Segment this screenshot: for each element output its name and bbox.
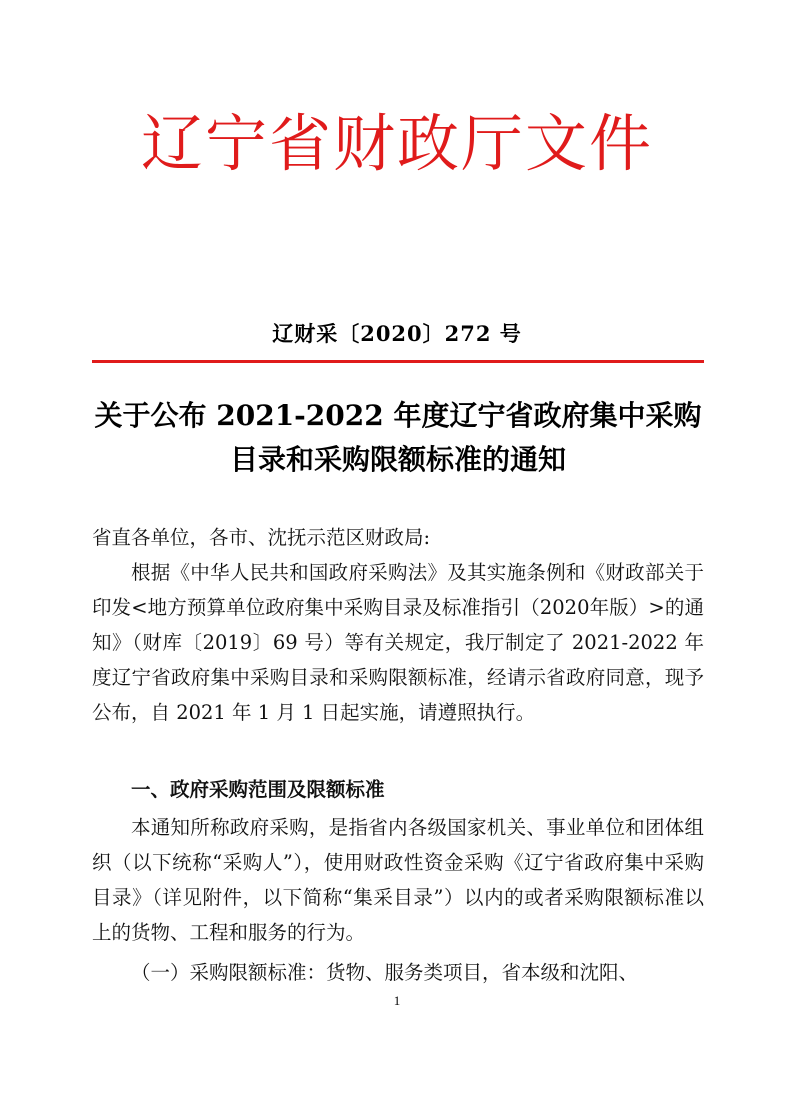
page-number: 1: [393, 993, 401, 1008]
red-divider: [92, 360, 704, 363]
notice-title-line2: 目录和采购限额标准的通知: [229, 443, 566, 476]
notice-title-line1: 关于公布 2021-2022 年度辽宁省政府集中采购: [94, 399, 702, 432]
paragraph-2: 本通知所称政府采购，是指省内各级国家机关、事业单位和团体组织（以下统称“采购人”），使用财政性资金采购《辽宁省政府集中采购目录》（详见附件，以下简称“集采目录”）以内的或者采购限额标准以上的货物、工程和服务的行为。: [92, 816, 704, 944]
issuer-title: 辽宁省财政厅文件: [140, 107, 653, 180]
section-heading-1: 一、政府采购范围及限额标准: [131, 778, 385, 801]
paragraph-3: （一）采购限额标准：货物、服务类项目，省本级和沈阳、: [131, 961, 639, 984]
paragraph-1: 根据《中华人民共和国政府采购法》及其实施条例和《财政部关于印发<地方预算单位政府集中采购目录及标准指引（2020年版）>的通知》（财库〔2019〕69 号）等有关规定，我厅制定了 2021-2022 年度辽宁省政府集中采购目录和采购限额标准，经请示省政府同意，现予公布，自 2021 年 1 月 1 日起实施，请遵照执行。: [92, 561, 704, 724]
notice-title: [92, 394, 704, 482]
salutation: 省直各单位，各市、沈抚示范区财政局:: [92, 526, 431, 549]
document-number: 辽财采〔2020〕272 号: [272, 321, 522, 346]
